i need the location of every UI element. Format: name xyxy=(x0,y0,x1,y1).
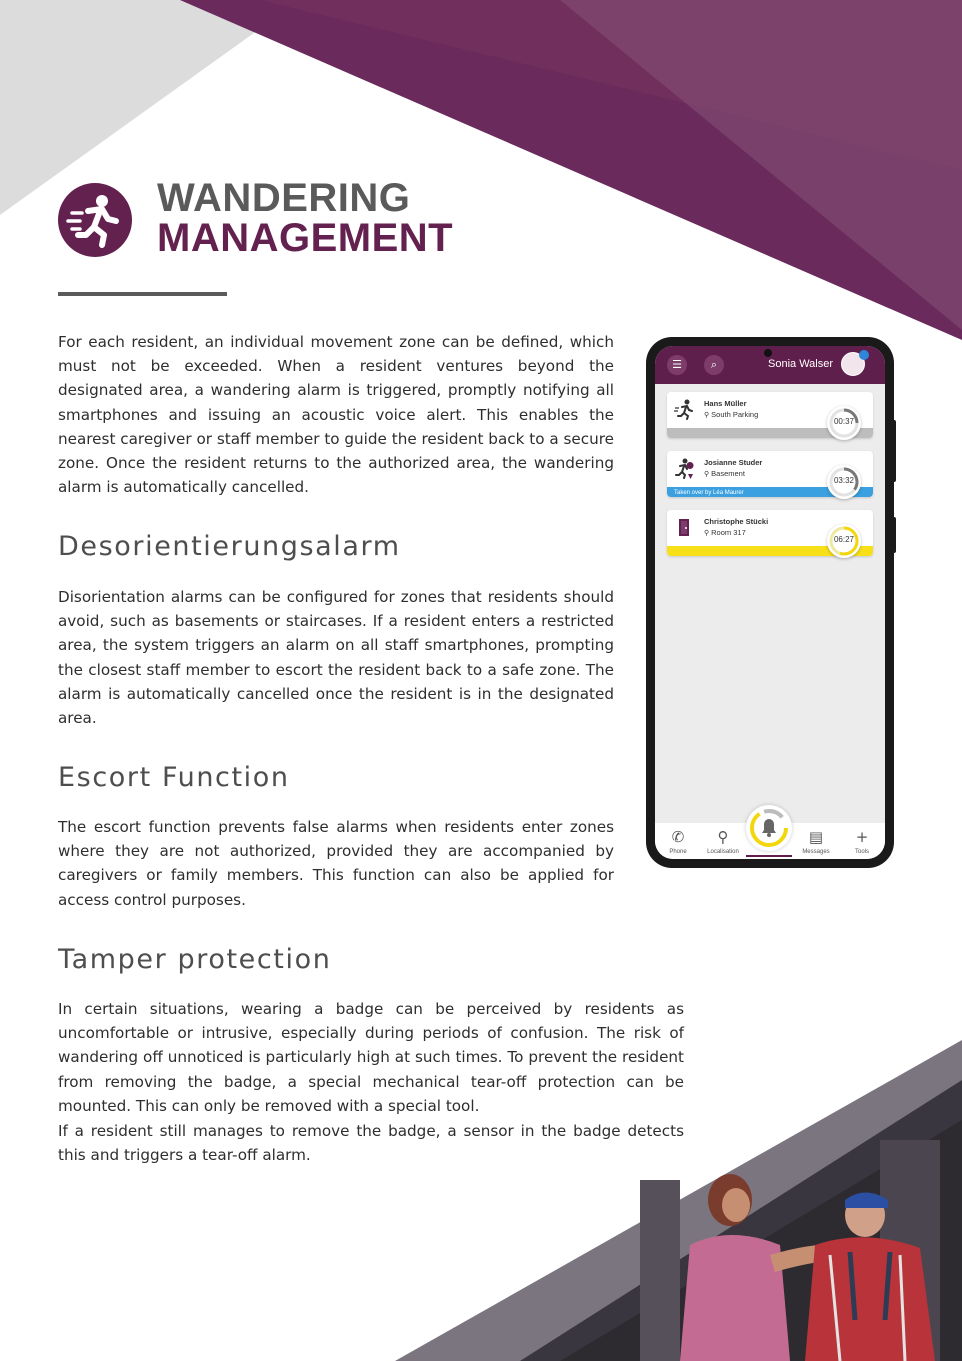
tamper-paragraph-1: In certain situations, wearing a badge can be perceived by residents as uncomfortable or intrusive, especially during periods of confusion. The risk of wandering off unnoticed is particularly high at such times. To prevent the resident from removing the badge, a special mechanical tear-off protection can be mounted. This can only be removed with a special tool. xyxy=(58,1000,684,1115)
alarm-bell-button[interactable] xyxy=(746,805,792,851)
menu-icon[interactable]: ☰ xyxy=(667,355,687,375)
message-icon: ▤ xyxy=(808,828,824,846)
alarm-location-text: South Parking xyxy=(711,410,759,419)
alarm-timer-text: 03:32 xyxy=(833,476,855,485)
page-title xyxy=(157,178,453,258)
nav-localisation-label: Localisation xyxy=(707,849,739,855)
bell-icon xyxy=(746,805,792,851)
alarm-timer xyxy=(827,465,861,499)
alarm-location xyxy=(704,528,746,537)
alarm-timer-text: 00:37 xyxy=(833,417,855,426)
running-person-icon xyxy=(58,183,132,257)
phone-screen xyxy=(655,346,885,859)
avatar-badge xyxy=(859,350,869,360)
running-person-location-icon xyxy=(673,457,695,479)
user-name: Sonia Walser xyxy=(768,358,834,370)
app-bar xyxy=(655,346,885,384)
tamper-paragraph-2: If a resident still manages to remove the badge, a sensor in the badge detects this and triggers a tear-off alarm. xyxy=(58,1122,684,1165)
title-divider xyxy=(58,292,227,296)
page-title-line1: WANDERING xyxy=(157,176,411,220)
alarm-timer xyxy=(827,524,861,558)
running-person-icon xyxy=(673,398,695,420)
search-icon[interactable]: ⌕ xyxy=(704,355,724,375)
alarm-resident-name: Hans Müller xyxy=(704,399,747,408)
alarm-resident-name: Josianne Studer xyxy=(704,458,763,467)
escort-paragraph: The escort function prevents false alarms when residents enter zones where they are not authorized, provided they are accompanied by caregivers or family members. This function can also be applied for access control purposes. xyxy=(58,818,614,909)
disorientation-paragraph: Disorientation alarms can be configured for zones that residents should avoid, such as basements or staircases. If a resident enters a restricted area, the system triggers an alarm on all staff smartphones, prompting the closest staff member to escort the resident back to a safe zone. The alarm is automatically cancelled once the resident is in the designated area. xyxy=(58,588,614,728)
nav-localisation[interactable] xyxy=(700,829,746,855)
active-tab-indicator xyxy=(746,855,792,857)
nav-tools[interactable] xyxy=(839,829,885,855)
alarm-timer-text: 06:27 xyxy=(833,535,855,544)
avatar[interactable] xyxy=(841,352,865,376)
camera-notch xyxy=(764,349,772,357)
alarm-timer xyxy=(827,406,861,440)
alarm-location xyxy=(704,469,745,478)
door-icon xyxy=(673,516,695,538)
section-heading-disorientation: Desorientierungsalarm xyxy=(58,531,401,562)
location-pin-icon: ⚲ xyxy=(704,471,710,478)
phone-mockup xyxy=(646,337,894,868)
alarm-location-text: Room 317 xyxy=(711,528,746,537)
nav-phone-label: Phone xyxy=(669,849,687,855)
section-heading-tamper: Tamper protection xyxy=(58,944,332,975)
location-pin-icon: ⚲ xyxy=(704,412,710,419)
phone-icon: ✆ xyxy=(671,828,685,846)
alarm-location-text: Basement xyxy=(711,469,745,478)
plus-icon: + xyxy=(855,828,869,846)
alarm-resident-name: Christophe Stücki xyxy=(704,517,769,526)
nav-tools-label: Tools xyxy=(854,849,869,855)
nav-phone[interactable] xyxy=(655,829,701,855)
page-title-line2: MANAGEMENT xyxy=(157,216,454,260)
section-heading-escort: Escort Function xyxy=(58,762,290,793)
taken-over-label: Taken over by Léa Maurer xyxy=(674,490,744,496)
wandering-logo xyxy=(58,183,132,257)
nav-messages[interactable] xyxy=(793,829,839,855)
intro-paragraph: For each resident, an individual movement zone can be defined, which must not be exceeded. When a resident ventures beyond the designated area, a wandering alarm is triggered, promptly notifying all smartphones and issuing an acoustic voice alert. This enables the nearest caregiver or staff member to guide the resident back to a secure zone. Once the resident returns to the authorized area, the wandering alarm is automatically cancelled. xyxy=(58,333,614,497)
location-pin-icon: ⚲ xyxy=(704,530,710,537)
nav-messages-label: Messages xyxy=(802,849,830,855)
location-pin-icon: ⚲ xyxy=(717,828,729,846)
alarm-location xyxy=(704,410,758,419)
